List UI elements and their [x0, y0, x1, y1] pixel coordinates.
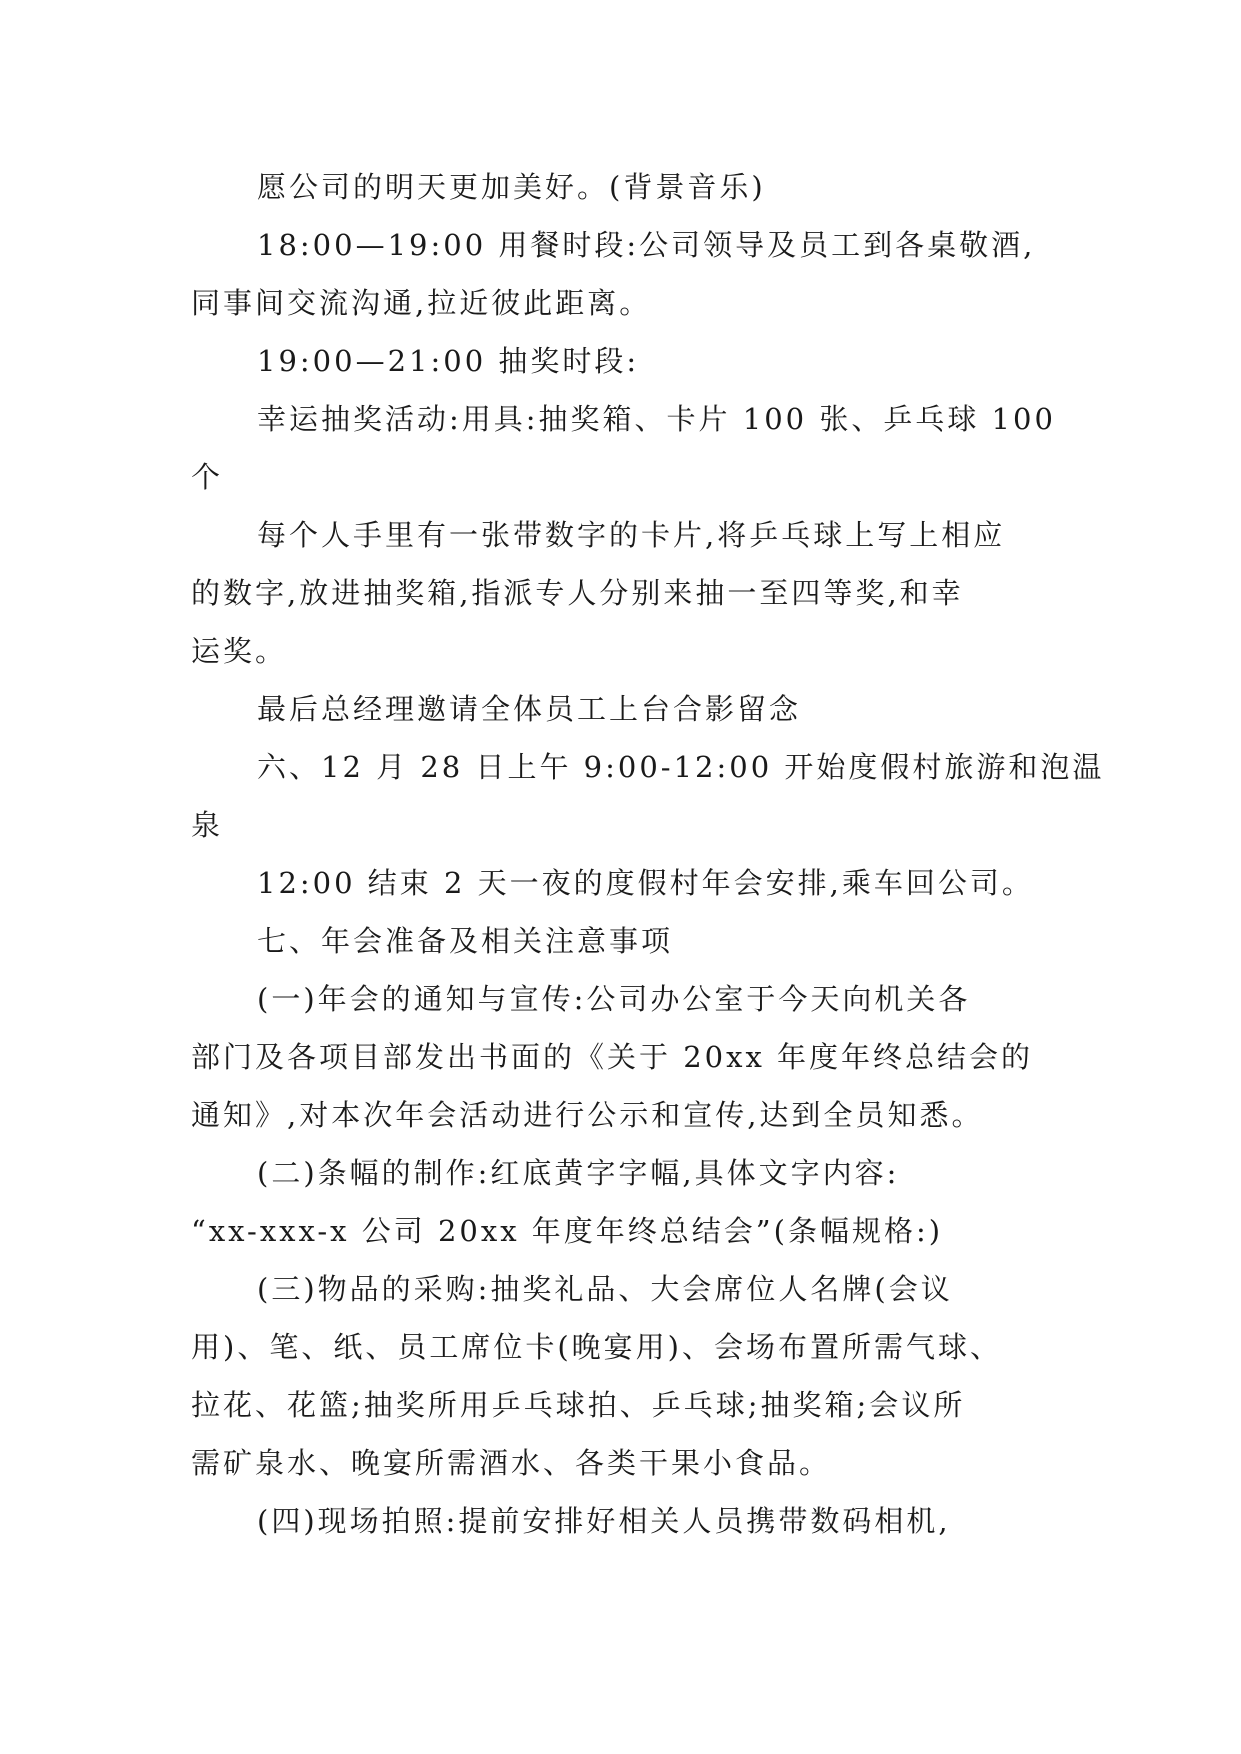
- text-line: 运奖。: [191, 634, 288, 668]
- text-line: 每个人手里有一张带数字的卡片,将乒乓球上写上相应: [257, 518, 1006, 552]
- text-line: 愿公司的明天更加美好。(背景音乐): [257, 170, 766, 204]
- text-line: 的数字,放进抽奖箱,指派专人分别来抽一至四等奖,和幸: [191, 576, 964, 610]
- text-line: (四)现场拍照:提前安排好相关人员携带数码相机,: [257, 1504, 951, 1538]
- text-line: 需矿泉水、晚宴所需酒水、各类干果小食品。: [191, 1446, 832, 1480]
- text-line: 六、12 月 28 日上午 9:00-12:00 开始度假村旅游和泡温: [257, 750, 1105, 784]
- text-line: 同事间交流沟通,拉近彼此距离。: [191, 286, 652, 320]
- text-line: 19:00—21:00 抽奖时段:: [257, 344, 640, 378]
- text-line: 部门及各项目部发出书面的《关于 20xx 年度年终总结会的: [191, 1040, 1034, 1074]
- text-line: (二)条幅的制作:红底黄字字幅,具体文字内容:: [257, 1156, 900, 1190]
- text-line: 18:00—19:00 用餐时段:公司领导及员工到各桌敬酒,: [257, 228, 1036, 262]
- text-line: (三)物品的采购:抽奖礼品、大会席位人名牌(会议: [257, 1272, 953, 1306]
- text-line: 最后总经理邀请全体员工上台合影留念: [257, 692, 802, 726]
- text-line: “xx-xxx-x 公司 20xx 年度年终总结会”(条幅规格:): [191, 1214, 944, 1248]
- text-line: 泉: [191, 808, 224, 842]
- text-line: 七、年会准备及相关注意事项: [257, 924, 674, 958]
- document-body: [191, 158, 1105, 1550]
- text-line: 个: [191, 460, 224, 494]
- text-line: 通知》,对本次年会活动进行公示和宣传,达到全员知悉。: [191, 1098, 984, 1132]
- text-line: 拉花、花篮;抽奖所用乒乓球拍、乒乓球;抽奖箱;会议所: [191, 1388, 966, 1422]
- text-line: 用)、笔、纸、员工席位卡(晚宴用)、会场布置所需气球、: [191, 1330, 1002, 1364]
- text-line: (一)年会的通知与宣传:公司办公室于今天向机关各: [257, 982, 971, 1016]
- text-line: 幸运抽奖活动:用具:抽奖箱、卡片 100 张、乒乓球 100: [257, 402, 1056, 436]
- text-line: 12:00 结束 2 天一夜的度假村年会安排,乘车回公司。: [257, 866, 1034, 900]
